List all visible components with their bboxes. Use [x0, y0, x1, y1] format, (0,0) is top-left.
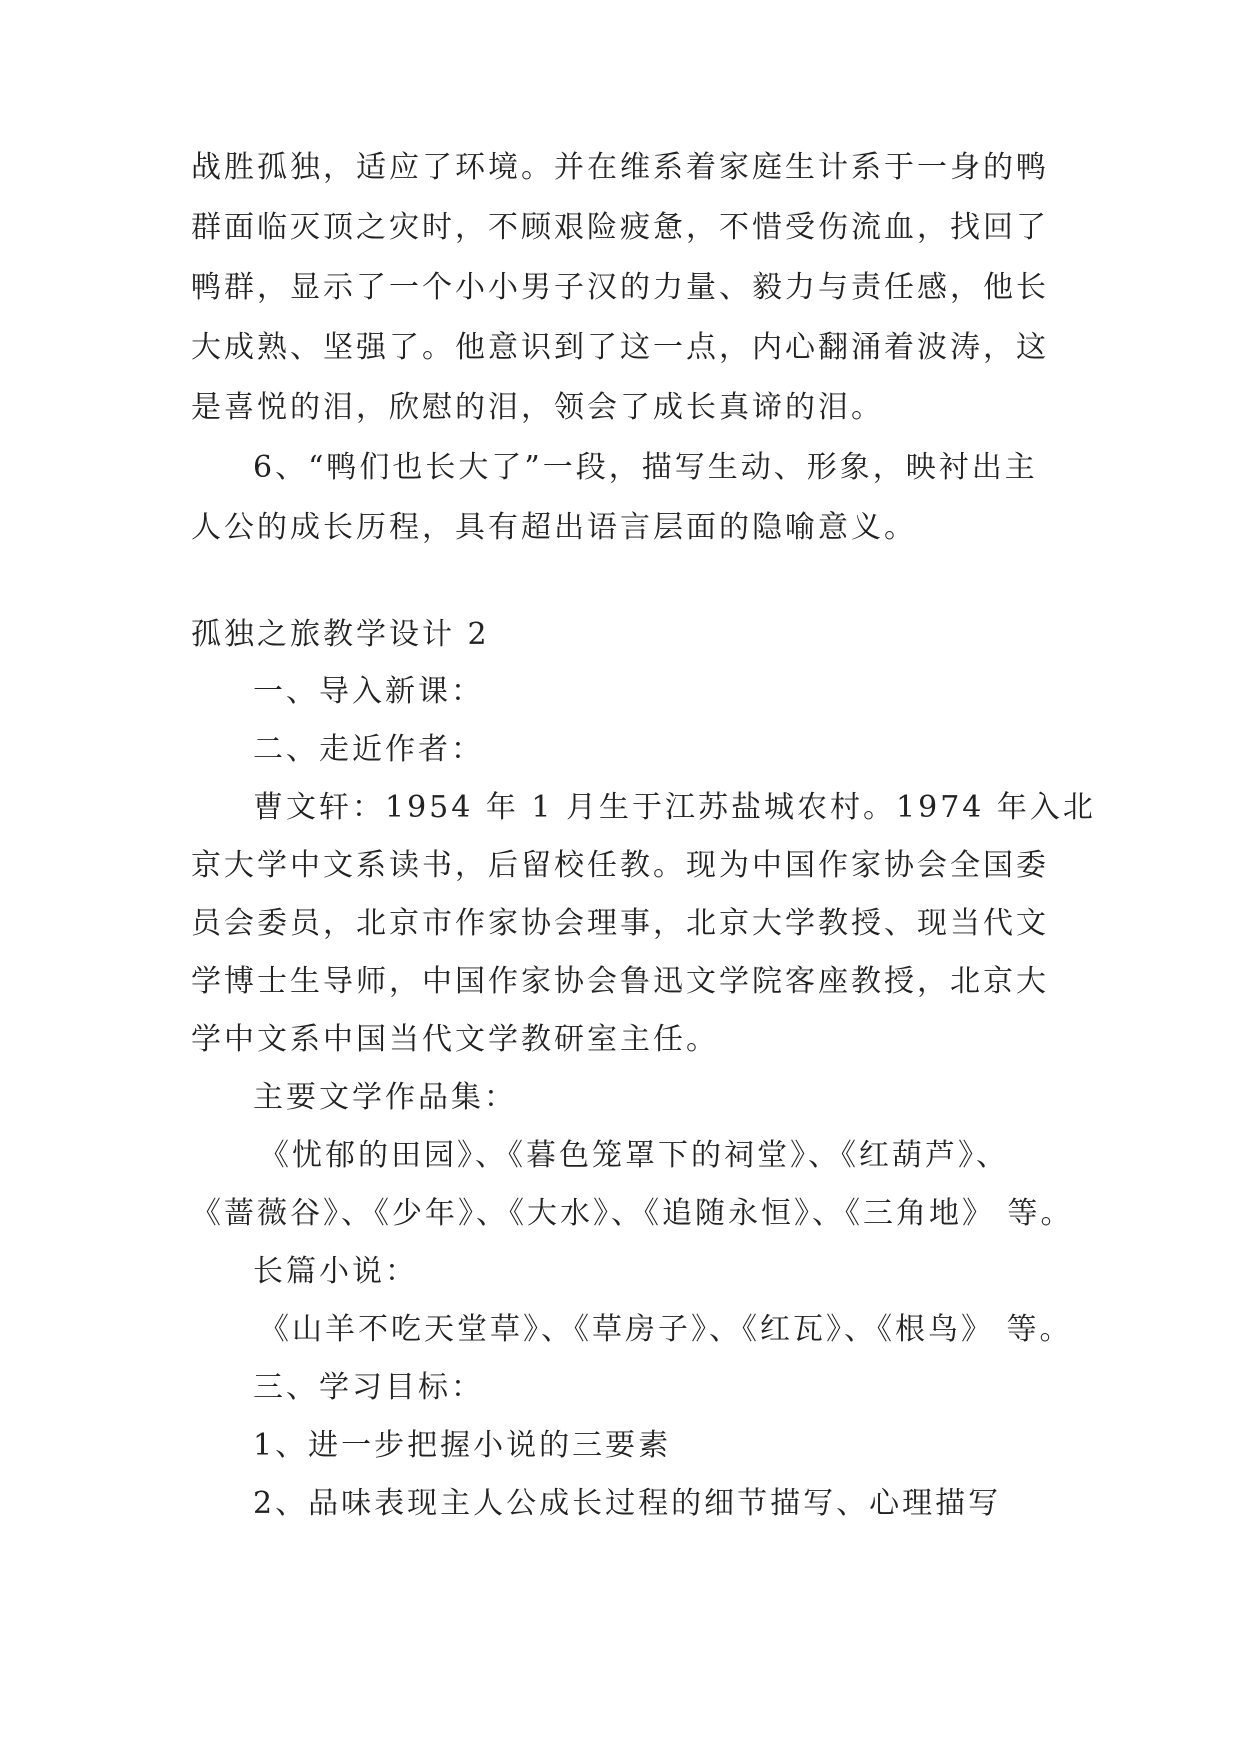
paragraph-line: 人公的成长历程，具有超出语言层面的隐喻意义。 — [191, 510, 917, 545]
bio-line: 学中文系中国当代文学教研室主任。 — [191, 1022, 719, 1057]
paragraph-line: 战胜孤独，适应了环境。并在维系着家庭生计系于一身的鸭 — [191, 150, 1049, 185]
heading-novels: 长篇小说： — [253, 1254, 418, 1289]
goal-item-2: 2、品味表现主人公成长过程的细节描写、心理描写 — [253, 1486, 1002, 1521]
paragraph-line: 大成熟、坚强了。他意识到了这一点，内心翻涌着波涛，这 — [191, 330, 1049, 365]
works-line: 《忧郁的田园》、《暮色笼罩下的祠堂》、《红葫芦》、 — [259, 1138, 1009, 1173]
bio-line: 京大学中文系读书，后留校任教。现为中国作家协会全国委 — [191, 848, 1049, 883]
heading-works: 主要文学作品集： — [253, 1080, 517, 1115]
heading-goals: 三、学习目标： — [253, 1370, 484, 1405]
heading-intro: 一、导入新课： — [253, 674, 484, 709]
bio-line: 学博士生导师，中国作家协会鲁迅文学院客座教授，北京大 — [191, 964, 1049, 999]
goal-item-1: 1、进一步把握小说的三要素 — [253, 1428, 672, 1463]
paragraph-line: 6、“鸭们也长大了”一段，描写生动、形象，映衬出主 — [253, 450, 1038, 485]
works-line: 《蔷薇谷》、《少年》、《大水》、《追随永恒》、《三角地》 等。 — [191, 1196, 1074, 1231]
paragraph-line: 是喜悦的泪，欣慰的泪，领会了成长真谛的泪。 — [191, 390, 884, 425]
bio-line: 员会委员，北京市作家协会理事，北京大学教授、现当代文 — [191, 906, 1049, 941]
paragraph-line: 群面临灭顶之灾时，不顾艰险疲惫，不惜受伤流血，找回了 — [191, 210, 1049, 245]
novels-line: 《山羊不吃天堂草》、《草房子》、《红瓦》、《根鸟》 等。 — [259, 1312, 1073, 1347]
heading-author: 二、走近作者： — [253, 732, 484, 767]
bio-line: 曹文轩：1954 年 1 月生于江苏盐城农村。1974 年入北 — [253, 790, 1096, 825]
section-title: 孤独之旅教学设计 2 — [191, 617, 490, 652]
paragraph-line: 鸭群，显示了一个小小男子汉的力量、毅力与责任感，他长 — [191, 270, 1049, 305]
